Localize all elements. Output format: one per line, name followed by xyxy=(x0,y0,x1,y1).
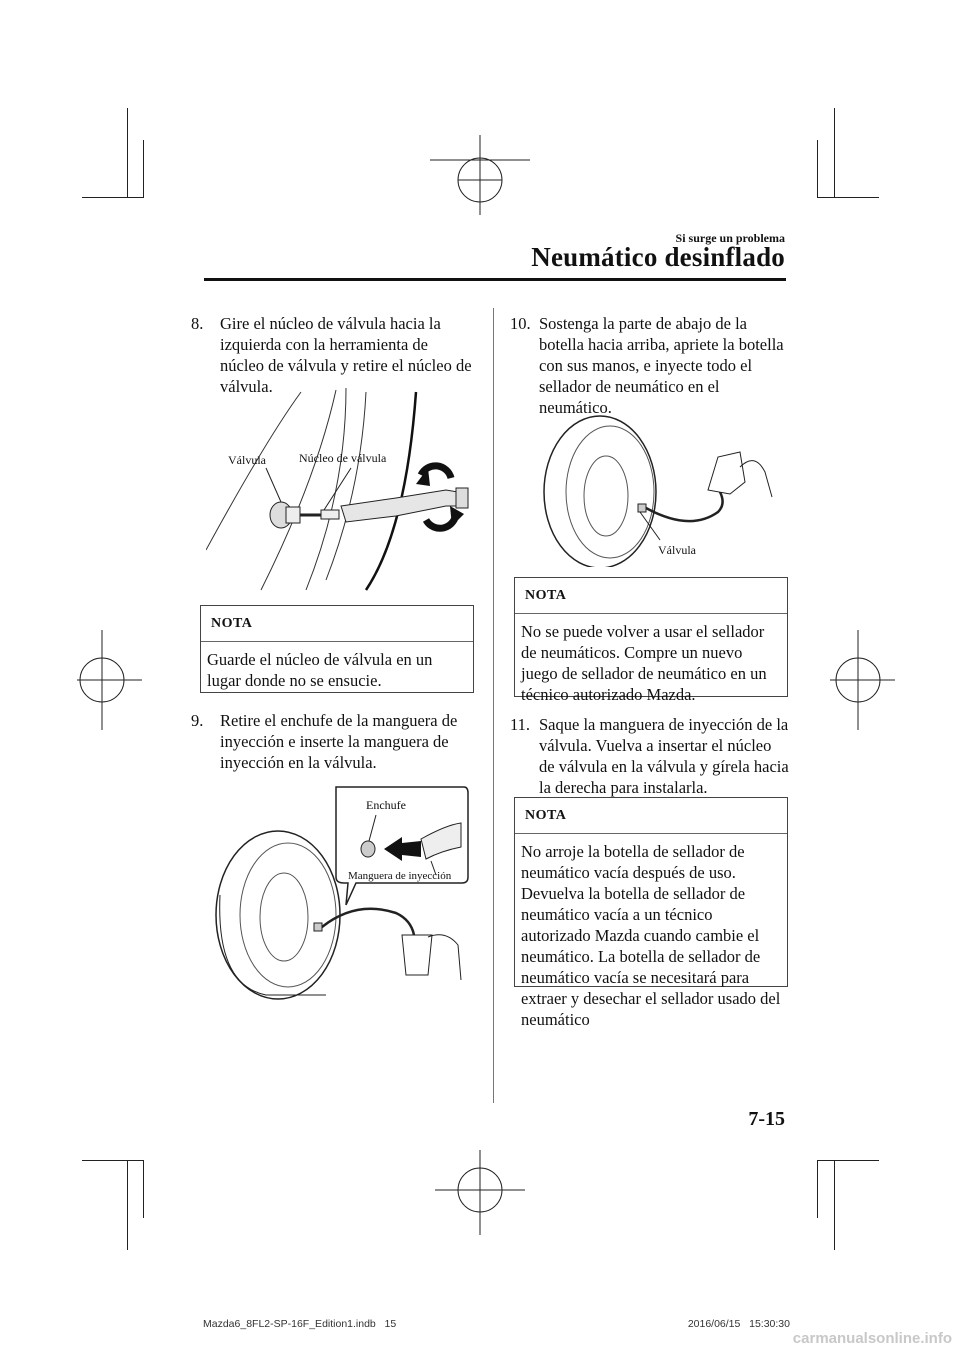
step-number: 10. xyxy=(510,314,531,333)
note-box xyxy=(514,797,788,1029)
step-text: Retire el enchufe de la manguera de inyección e inserte la manguera de inyección en la válvula. xyxy=(220,711,458,772)
page-title: Neumático desinflado xyxy=(531,242,785,272)
step-number: 11. xyxy=(510,715,531,734)
label-valve: Válvula xyxy=(228,453,266,467)
note-title: NOTA xyxy=(515,578,787,614)
inject-sealant-figure xyxy=(540,412,780,567)
step-11 xyxy=(510,714,790,798)
note-text: Guarde el núcleo de válvula en un lugar donde no se ensucie. xyxy=(207,650,433,690)
note-box xyxy=(200,605,474,693)
footer-filename: Mazda6_8FL2-SP-16F_Edition1.indb 15 xyxy=(203,1318,397,1330)
valve-core-figure xyxy=(206,380,476,595)
label-valve: Válvula xyxy=(658,543,696,557)
step-text: Saque la manguera de inyección de la válvula. Vuelva a insertar el núcleo de válvula en la válvula y gírela hacia la derecha para instalarla. xyxy=(539,715,789,797)
watermark: carmanualsonline.info xyxy=(792,1330,952,1347)
step-text: Gire el núcleo de válvula hacia la izquierda con la herramienta de núcleo de válvula y retire el núcleo de válvula. xyxy=(220,314,472,396)
note-title: NOTA xyxy=(201,606,473,642)
header-rule xyxy=(204,278,786,281)
column-divider xyxy=(493,308,494,1103)
label-plug: Enchufe xyxy=(366,798,406,812)
footer-timestamp: 2016/06/15 15:30:30 xyxy=(687,1318,790,1330)
step-number: 9. xyxy=(191,711,204,730)
label-valve-core: Núcleo de válvula xyxy=(299,451,387,465)
page-number: 7-15 xyxy=(748,1108,785,1130)
note-text: No arroje la botella de sellador de neumático vacía después de uso. Devuelva la botella de sellador de neumático vacía a un técnico autorizado Mazda cuando cambie el neumático. La botella de sellador de neumático vacía se necesitará para extraer y desechar el sellador usado del neumático xyxy=(521,842,781,1029)
step-9 xyxy=(191,710,476,773)
registration-mark-right xyxy=(820,630,900,730)
note-title: NOTA xyxy=(515,798,787,834)
injection-hose-figure xyxy=(206,785,476,1005)
step-text: Sostenga la parte de abajo de la botella hacia arriba, apriete la botella con sus manos, e inyecte todo el sellador de neumático en el neumático. xyxy=(539,314,784,417)
registration-mark-bottom xyxy=(430,1140,530,1240)
registration-mark-left xyxy=(72,630,152,730)
label-hose: Manguera de inyección xyxy=(348,870,452,882)
step-10 xyxy=(510,313,790,418)
note-text: No se puede volver a usar el sellador de neumáticos. Compre un nuevo juego de sellador de neumático en un técnico autorizado Mazda. xyxy=(521,622,767,704)
step-number: 8. xyxy=(191,314,204,333)
registration-mark-top xyxy=(430,130,530,230)
note-box xyxy=(514,577,788,704)
section-name: Si surge un problema xyxy=(675,231,785,245)
